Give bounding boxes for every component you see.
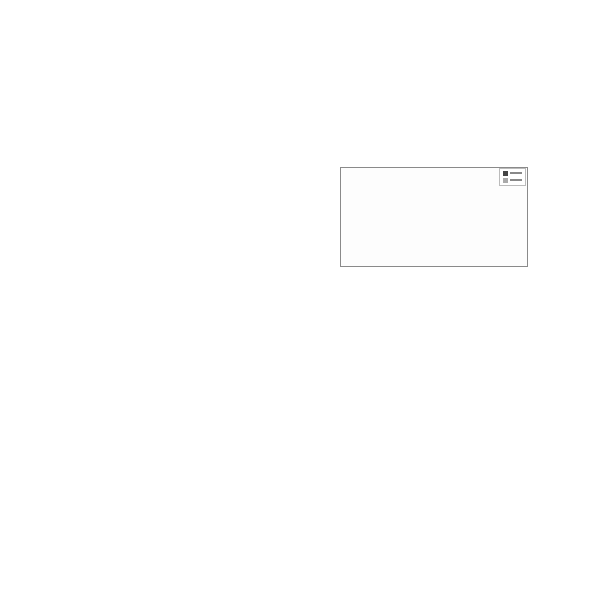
email-line-2 bbox=[0, 102, 600, 116]
section-1-heading bbox=[72, 163, 292, 174]
legend-entry bbox=[503, 178, 522, 183]
legend-label-bar bbox=[510, 172, 522, 174]
heatmap-wrap bbox=[308, 167, 528, 267]
heatmap-left-labels bbox=[308, 167, 340, 267]
left-column bbox=[72, 151, 292, 551]
legend-entry bbox=[503, 171, 522, 176]
figure-legend bbox=[499, 168, 526, 186]
legend-swatch-dark bbox=[503, 171, 508, 176]
right-column bbox=[308, 151, 528, 551]
two-column-body bbox=[0, 151, 600, 551]
legend-label-bar bbox=[510, 179, 522, 181]
affiliation-line bbox=[0, 68, 600, 79]
email-line-1 bbox=[0, 86, 600, 100]
figure-1 bbox=[308, 153, 528, 267]
heatmap-top-labels bbox=[340, 153, 528, 167]
legend-swatch-light bbox=[503, 178, 508, 183]
